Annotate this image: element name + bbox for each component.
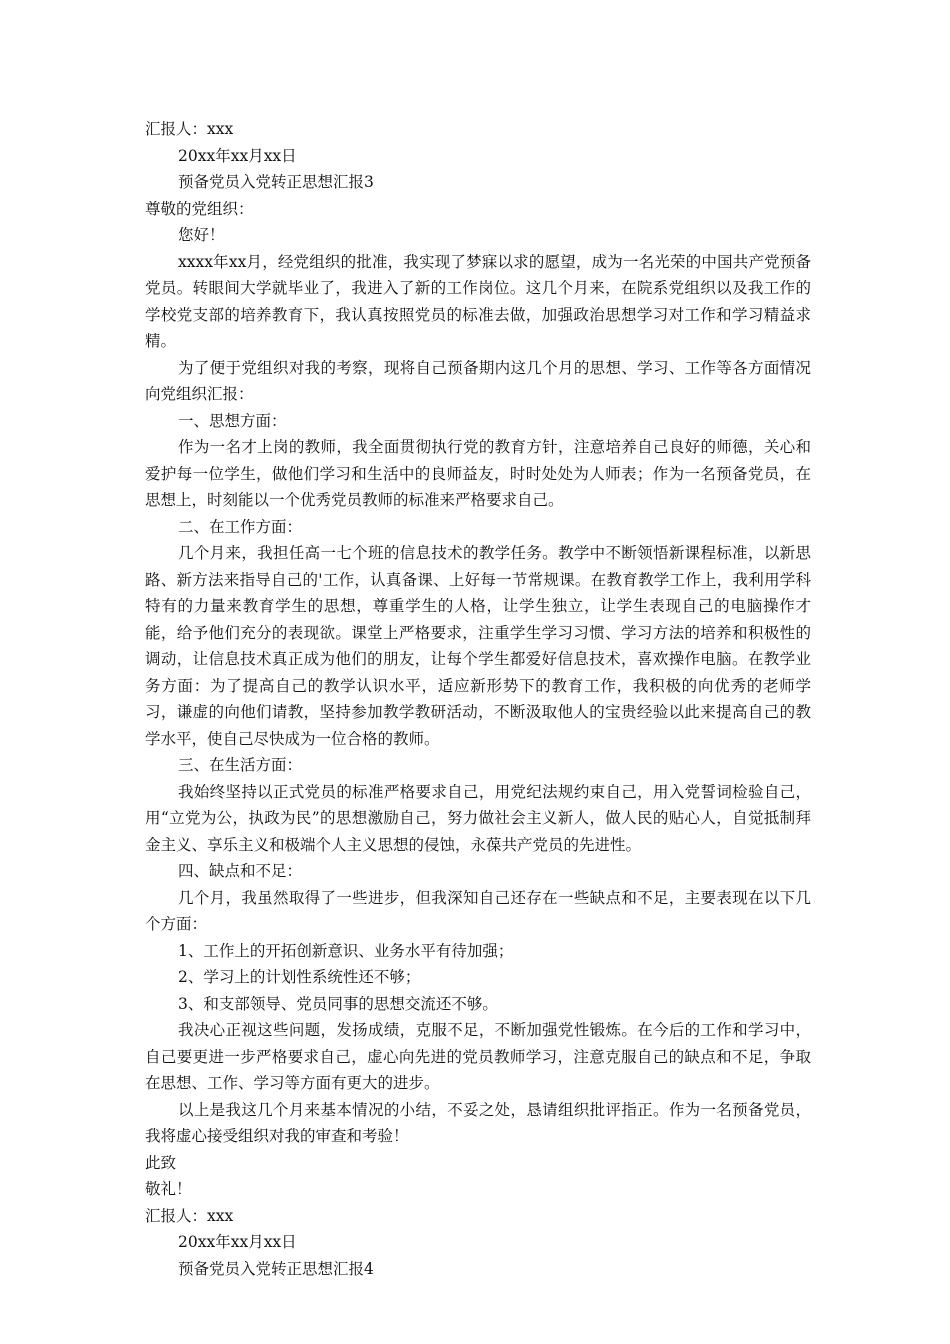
shortcoming-item: 1、工作上的开拓创新意识、业务水平有待加强； bbox=[178, 941, 514, 960]
closing-line-2: 敬礼！ bbox=[145, 1180, 192, 1198]
section-heading-shortcomings: 四、缺点和不足： bbox=[178, 862, 303, 880]
section-heading-work: 二、在工作方面： bbox=[178, 517, 303, 536]
section-body-shortcomings: 几个月，我虽然取得了一些进步，但我深知自己还存在一些缺点和不足，主要表现在以下几个方面： bbox=[145, 888, 811, 933]
intro-paragraph: 为了便于党组织对我的考察，现将自己预备期内这几个月的思想、学习、工作等各方面情况向党组织汇报： bbox=[145, 358, 811, 403]
resolution-paragraph: 我决心正视这些问题，发扬成绩，克服不足，不断加强党性锻炼。在今后的工作和学习中，自己要更进一步严格要求自己，虚心向先进的党员教师学习，注意克服自己的缺点和不足，争取在思想、工作、学习等方面有更大的进步。 bbox=[145, 1021, 811, 1092]
bottom-date-line: 20xx年xx月xx日 bbox=[178, 1233, 297, 1251]
salutation: 尊敬的党组织： bbox=[145, 199, 254, 218]
top-date-line: 20xx年xx月xx日 bbox=[178, 146, 297, 165]
closing-line-1: 此致 bbox=[145, 1153, 177, 1172]
document-body bbox=[145, 116, 811, 1282]
section-body-work: 几个月来，我担任高一七个班的信息技术的教学任务。教学中不断领悟新课程标准，以新思路、新方法来指导自己的'工作，认真备课、上好每一节常规课。在教育教学工作上，我利用学科特有的力量来教育学生的思想，尊重学生的人格，让学生独立，让学生表现自己的电脑操作才能，给予他们充分的表现欲。课堂上严格要求，注重学生学习习惯、学习方法的培养和积极性的调动，让信息技术真正成为他们的朋友，让每个学生都爱好信息技术，喜欢操作电脑。在教学业务方面：为了提高自己的教学认识水平，适应新形势下的教育工作，我积极的向优秀的老师学习，谦虚的向他们请教，坚持参加教学教研活动，不断汲取他人的宝贵经验以此来提高自己的教学水平，使自己尽快成为一位合格的教师。 bbox=[145, 544, 811, 748]
shortcoming-item: 2、学习上的计划性系统性还不够； bbox=[178, 968, 421, 986]
conclusion-paragraph: 以上是我这几个月来基本情况的小结，不妥之处，恳请组织批评指正。作为一名预备党员，我将虚心接受组织对我的审查和考验！ bbox=[145, 1100, 811, 1145]
section-body-thought: 作为一名才上岗的教师，我全面贯彻执行党的教育方针，注意培养自己良好的师德，关心和爱护每一位学生，做他们学习和生活中的良师益友，时时处处为人师表；作为一名预备党员，在思想上，时刻能以一个优秀党员教师的标准来严格要求自己。 bbox=[145, 438, 811, 509]
shortcoming-item: 3、和支部领导、党员同事的思想交流还不够。 bbox=[178, 994, 498, 1013]
next-report-title: 预备党员入党转正思想汇报4 bbox=[178, 1259, 374, 1278]
report-title: 预备党员入党转正思想汇报3 bbox=[178, 173, 374, 191]
section-body-life: 我始终坚持以正式党员的标准严格要求自己，用党纪法规约束自己，用入党誓词检验自己，用“立党为公，执政为民”的思想激励自己，努力做社会主义新人，做人民的贴心人，自觉抵制拜金主义、享乐主义和极端个人主义思想的侵蚀，永葆共产党员的先进性。 bbox=[145, 782, 811, 854]
section-heading-thought: 一、思想方面： bbox=[178, 411, 287, 430]
intro-paragraph: xxxx年xx月，经党组织的批准，我实现了梦寐以求的愿望，成为一名光荣的中国共产党预备党员。转眼间大学就毕业了，我进入了新的工作岗位。这几个月来，在院系党组织以及我工作的学校党支部的培养教育下，我认真按照党员的标准去做，加强政治思想学习对工作和学习精益求精。 bbox=[145, 252, 811, 350]
top-reporter-line: 汇报人：xxx bbox=[145, 120, 234, 138]
greeting: 您好！ bbox=[178, 226, 225, 244]
section-heading-life: 三、在生活方面： bbox=[178, 756, 303, 774]
bottom-reporter-line: 汇报人：xxx bbox=[145, 1206, 234, 1225]
